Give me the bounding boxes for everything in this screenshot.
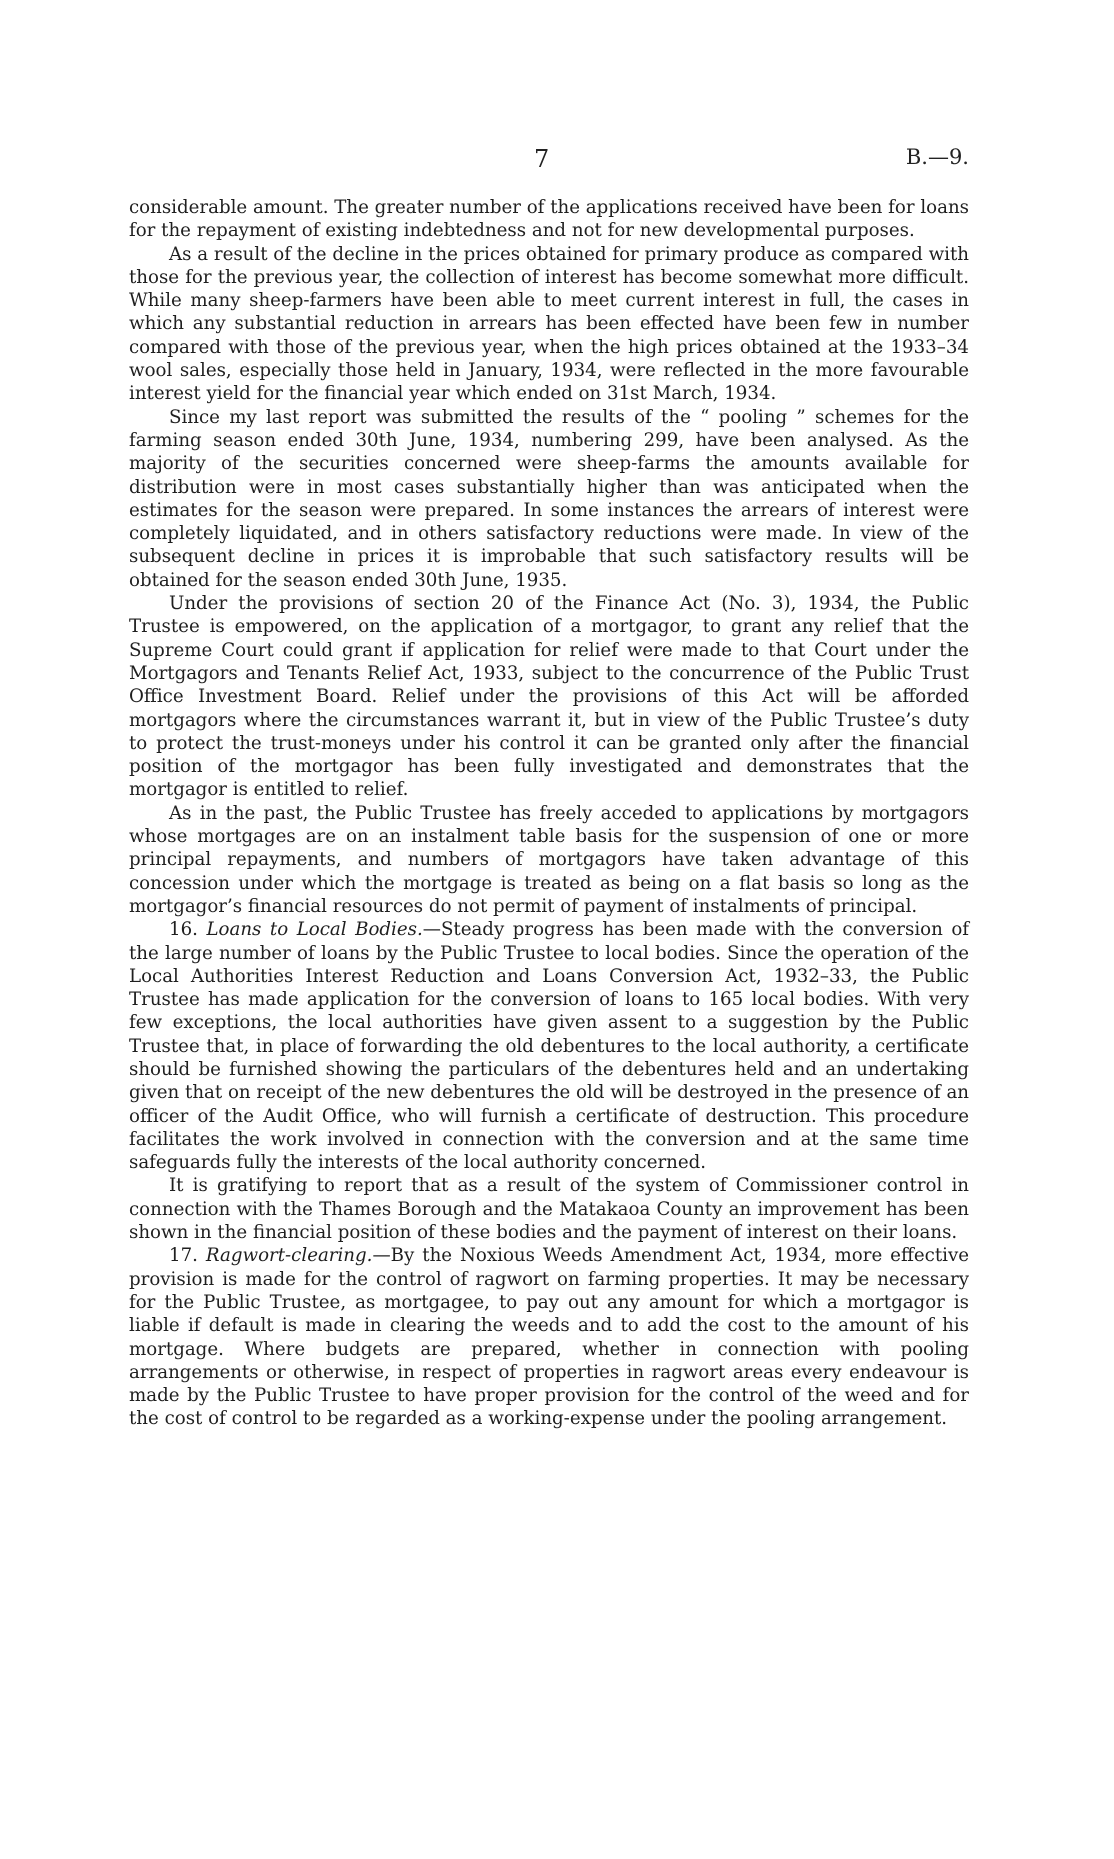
paragraph-text: considerable amount. The greater number of the applications received have been for loans for the repayment of existing indebtedness and not for new developmental purposes.: [129, 197, 969, 242]
paragraph-text: —By the Noxious Weeds Amendment Act, 1934, more effective provision is made for the control of ragwort on farming properties. It may be necessary for the Public Trustee, as mortgagee, to pay out any amount for which a mortgagor is liable if default is made in clearing the weeds and to add the cost to the amount of his mortgage. Where budgets are prepared, whether in connection with pooling arrangements or otherwise, in respect of properties in ragwort areas every endeavour is made by the Public Trustee to have proper provision for the control of the weed and for the cost of control to be regarded as a working-expense under the pooling arrangement.: [129, 1245, 969, 1430]
paragraph-commissioner-control: [129, 1174, 969, 1244]
section-16-loans-to-local-bodies: [129, 918, 969, 1174]
paragraph-pooling-schemes: [129, 406, 969, 592]
paragraph-text: As in the past, the Public Trustee has freely acceded to applications by mortgagors whose mortgages are on an instalment table basis for the suspension of one or more principal repayments, and numbers of mortgagors have taken advantage of this concession under which the mortgage is treated as being on a flat basis so long as the mortgagor’s financial resources do not permit of payment of instalments of principal.: [129, 802, 969, 917]
paragraph-text: It is gratifying to report that as a result of the system of Commissioner control in connection with the Thames Borough and the Matakaoa County an improvement has been shown in the financial position of these bodies and the payment of interest on their loans.: [129, 1175, 969, 1244]
paragraph-instalment-suspension: [129, 802, 969, 918]
page-header: [0, 145, 1114, 179]
body-text: [129, 196, 969, 1431]
paragraph-text: —Steady progress has been made with the conversion of the large number of loans by the Public Trustee to local bodies. Since the operation of the Local Authorities Interest Reduction and Loans Conversion Act, 1932–33, the Public Trustee has made application for the conversion of loans to 165 local bodies. With very few exceptions, the local authorities have given assent to a suggestion by the Public Trustee that, in place of forwarding the old debentures to the local authority, a certificate should be furnished showing the particulars of the debentures held and an undertaking given that on receipt of the new debentures the old will be destroyed in the presence of an officer of the Audit Office, who will furnish a certificate of destruction. This procedure facilitates the work involved in connection with the conversion and at the same time safeguards fully the interests of the local authority concerned.: [129, 919, 969, 1174]
section-heading: Loans to Local Bodies.: [206, 919, 423, 941]
section-17-ragwort-clearing: [129, 1244, 969, 1430]
paragraph-interest-collection: [129, 243, 969, 406]
report-code: B.—9.: [905, 145, 969, 169]
section-number: 16.: [169, 919, 198, 941]
paragraph-continuation: [129, 196, 969, 243]
section-heading: Ragwort-clearing.: [205, 1245, 373, 1267]
section-number: 17.: [169, 1245, 198, 1267]
paragraph-text: Under the provisions of section 20 of the Finance Act (No. 3), 1934, the Public Trustee is empowered, on the application of a mortgagor, to grant any relief that the Supreme Court could grant if application for relief were made to that Court under the Mortgagors and Tenants Relief Act, 1933, subject to the concurrence of the Public Trust Office Investment Board. Relief under the provisions of this Act will be afforded mortgagors where the circumstances warrant it, but in view of the Public Trustee’s duty to protect the trust-moneys under his control it can be granted only after the financial position of the mortgagor has been fully investigated and demonstrates that the mortgagor is entitled to relief.: [129, 593, 969, 801]
paragraph-finance-act: [129, 592, 969, 802]
page-number: 7: [534, 145, 550, 173]
paragraph-text: Since my last report was submitted the results of the “ pooling ” schemes for the farming season ended 30th June, 1934, numbering 299, have been analysed. As the majority of the securities concerned were sheep-farms the amounts available for distribution were in most cases substantially higher than was anticipated when the estimates for the season were prepared. In some instances the arrears of interest were completely liquidated, and in others satisfactory reductions were made. In view of the subsequent decline in prices it is improbable that such satisfactory results will be obtained for the season ended 30th June, 1935.: [129, 406, 969, 591]
paragraph-text: As a result of the decline in the prices obtained for primary produce as compared with those for the previous year, the collection of interest has become somewhat more difficult. While many sheep-farmers have been able to meet current interest in full, the cases in which any substantial reduction in arrears has been effected have been few in number compared with those of the previous year, when the high prices obtained at the 1933–34 wool sales, especially those held in January, 1934, were reflected in the more favourable interest yield for the financial year which ended on 31st March, 1934.: [129, 243, 969, 405]
